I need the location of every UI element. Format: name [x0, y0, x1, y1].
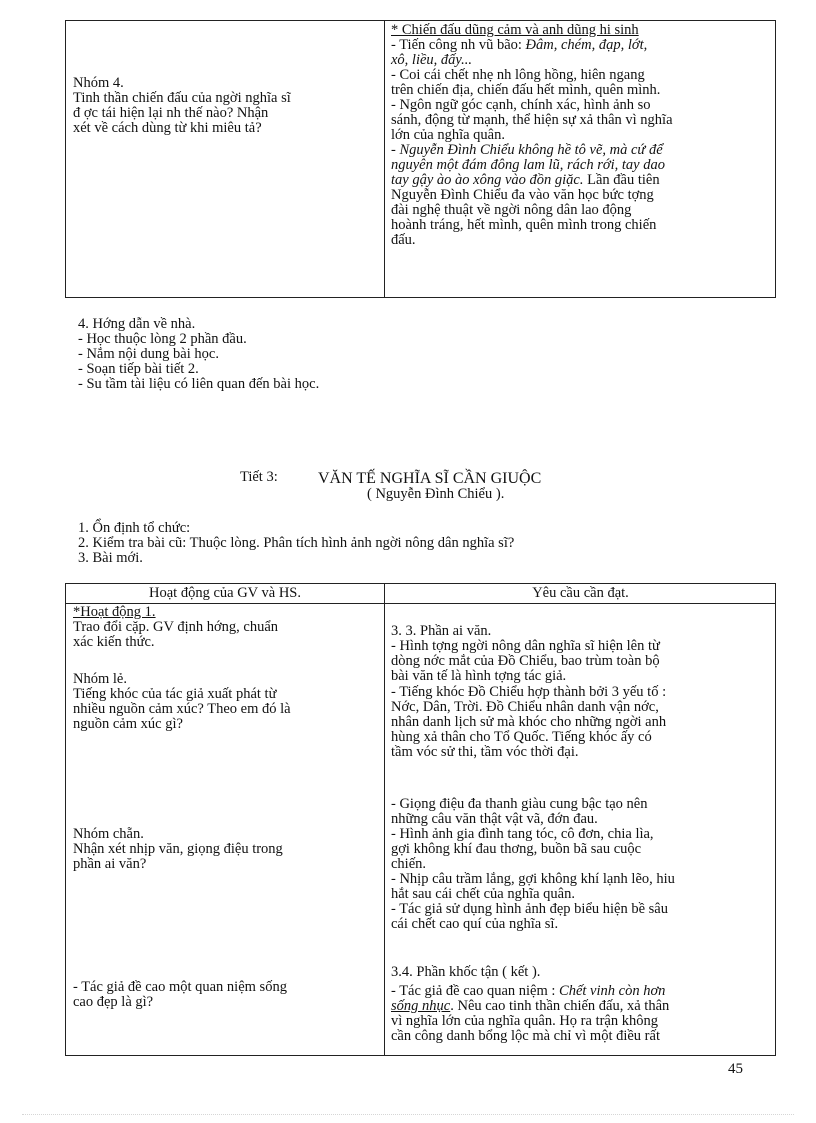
group-label: Nhóm 4. — [73, 75, 124, 91]
homework-item: - Su tầm tài liệu có liên quan đến bài học. — [78, 376, 320, 392]
homework-title: 4. Hớng dẫn về nhà. — [78, 316, 196, 332]
question-line: Nhận xét nhịp văn, giọng điệu trong — [73, 841, 283, 857]
main-left-cell — [73, 672, 378, 732]
answer-italic: - Nguyễn Đình Chiểu không hề tô vẽ, mà cứ để — [391, 142, 663, 158]
header-requirements: Yêu cầu cần đạt. — [532, 585, 629, 601]
answer-text: - Tiến công nh vũ bão: — [391, 37, 526, 53]
main-left-cell — [73, 827, 378, 872]
answer-line: nhân danh lịch sử mà khóc cho những ngời anh — [391, 714, 667, 730]
question-line: nhiều nguồn cảm xúc? Theo em đó là — [73, 701, 291, 717]
answer-line: cần công danh bổng lộc mà chỉ vì một điều rất — [391, 1028, 660, 1044]
top-table-left-cell — [73, 76, 378, 136]
answer-line — [391, 38, 771, 53]
answer-line: - Tác giả sử dụng hình ảnh đẹp biểu hiện bề sâu — [391, 901, 668, 917]
question-line: phần ai văn? — [73, 856, 147, 872]
answer-italic: Đâm, chém, đạp, lớt, — [525, 37, 648, 53]
main-right-cell — [391, 965, 771, 1044]
step-item: 3. Bài mới. — [78, 550, 143, 566]
answer-line: sánh, động từ mạnh, thể hiện sự xả thân vì nghĩa — [391, 112, 673, 128]
question-line: xét về cách dùng từ khi miêu tả? — [73, 120, 262, 136]
answer-line — [391, 999, 771, 1014]
answer-line: vì nghĩa lớn của nghĩa quân. Họ ra trận không — [391, 1013, 658, 1029]
answer-text: Lần đầu tiên — [583, 172, 660, 188]
answer-italic: Chết vinh còn hơn — [559, 983, 666, 999]
section-title: 3. 3. Phần ai văn. — [391, 623, 492, 639]
group-label: Nhóm chẵn. — [73, 826, 144, 842]
header-activities: Hoạt động của GV và HS. — [149, 585, 301, 601]
answer-line: trên chiến địa, chiến đấu hết mình, quên mình. — [391, 82, 661, 98]
lesson-period: Tiết 3: — [240, 469, 278, 485]
answer-line: cái chết cao quí của nghĩa sĩ. — [391, 916, 559, 932]
answer-line: Nớc, Dân, Trời. Đồ Chiểu nhân danh vận nớc, — [391, 699, 659, 715]
answer-italic: tay gậy ào ào xông vào đồn giặc. — [391, 172, 584, 188]
answer-line: Nguyễn Đình Chiểu đa vào văn học bức tợng — [391, 187, 654, 203]
top-table — [65, 20, 776, 298]
question-line: cao đẹp là gì? — [73, 994, 154, 1010]
answer-line: - Nhịp câu trầm lắng, gợi không khí lạnh lẽo, hiu — [391, 871, 675, 887]
intro-line: Trao đổi cặp. GV định hớng, chuẩn — [73, 619, 279, 635]
group-label: Nhóm lẻ. — [73, 671, 127, 687]
answer-italic: xô, liều, đấy... — [391, 52, 472, 68]
answer-line: - Hình ảnh gia đình tang tóc, cô đơn, chia lìa, — [391, 826, 654, 842]
answer-line: đài nghệ thuật về ngời nông dân lao động — [391, 202, 632, 218]
question-line: - Tác giả đề cao một quan niệm sống — [73, 979, 287, 995]
homework-item: - Học thuộc lòng 2 phần đầu. — [78, 331, 247, 347]
answer-line — [391, 173, 771, 188]
top-table-right-cell — [391, 23, 771, 248]
activity-label: *Hoạt động 1. — [73, 604, 156, 620]
footer-rule — [22, 1114, 794, 1115]
section-title: 3.4. Phần khốc tận ( kết ). — [391, 964, 541, 980]
question-line: nguồn cảm xúc gì? — [73, 716, 183, 732]
question-line: đ ợc tái hiện lại nh thế nào? Nhận — [73, 105, 269, 121]
answer-line: - Hình tợng ngời nông dân nghĩa sĩ hiện lên từ — [391, 638, 660, 654]
answer-italic: sống nhục — [391, 998, 451, 1014]
answer-line: chiến. — [391, 856, 427, 872]
step-item: 1. Ổn định tổ chức: — [78, 520, 191, 536]
column-divider — [384, 21, 385, 297]
answer-line: - Tiếng khóc Đồ Chiểu hợp thành bởi 3 yếu tố : — [391, 684, 667, 700]
answer-line: hoành tráng, hết mình, quên mình trong chiến — [391, 217, 657, 233]
page-number: 45 — [728, 1061, 743, 1077]
answer-line: gợi không khí đau thơng, buồn bã sau cuộc — [391, 841, 642, 857]
homework-section — [78, 317, 319, 392]
step-item: 2. Kiểm tra bài cũ: Thuộc lòng. Phân tích hình ảnh ngời nông dân nghĩa sĩ? — [78, 535, 515, 551]
question-line: Tiếng khóc của tác giả xuất phát từ — [73, 686, 277, 702]
main-right-cell — [391, 797, 771, 932]
answer-text: - Tác giả đề cao quan niệm : — [391, 983, 560, 999]
main-table — [65, 583, 776, 1056]
answer-line: bài văn tế là hình tợng tác giả. — [391, 668, 567, 684]
main-left-cell — [73, 605, 378, 650]
answer-line: hắt sau cái chết của nghĩa quân. — [391, 886, 575, 902]
header-divider — [66, 603, 775, 604]
homework-item: - Soạn tiếp bài tiết 2. — [78, 361, 199, 377]
section-heading: * Chiến đấu dũng cảm và anh dũng hi sinh — [391, 22, 639, 38]
answer-line: dòng nớc mắt của Đồ Chiểu, bao trùm toàn bộ — [391, 653, 660, 669]
lesson-author: ( Nguyễn Đình Chiểu ). — [367, 486, 505, 502]
answer-line: - Ngôn ngữ góc cạnh, chính xác, hình ảnh so — [391, 97, 651, 113]
intro-line: xác kiến thức. — [73, 634, 155, 650]
lesson-steps — [78, 521, 514, 566]
table-bottom-rule — [65, 1055, 776, 1056]
answer-line: đấu. — [391, 232, 416, 248]
answer-line: tầm vóc sử thi, tầm vóc thời đại. — [391, 744, 579, 760]
column-divider — [384, 584, 385, 1056]
answer-italic: nguyên một đám đông lam lũ, rách rới, tay dao — [391, 157, 665, 173]
main-right-cell — [391, 685, 771, 760]
answer-text: . Nêu cao tinh thần chiến đấu, xả thân — [450, 998, 670, 1014]
answer-line: - Giọng điệu đa thanh giàu cung bậc tạo nên — [391, 796, 648, 812]
lesson-title: VĂN TẾ NGHĨA SĨ CẦN GIUỘC — [318, 470, 542, 487]
answer-line: - Coi cái chết nhẹ nh lông hồng, hiên ngang — [391, 67, 645, 83]
answer-line — [391, 984, 771, 999]
homework-item: - Nắm nội dung bài học. — [78, 346, 219, 362]
answer-line: hùng xả thân cho Tổ Quốc. Tiếng khóc ấy có — [391, 729, 652, 745]
question-line: Tinh thần chiến đấu của ngời nghĩa sĩ — [73, 90, 291, 106]
main-left-cell — [73, 980, 378, 1010]
answer-line: những câu văn thật vật vã, đớn đau. — [391, 811, 598, 827]
answer-line: lớn của nghĩa quân. — [391, 127, 505, 143]
main-right-cell — [391, 624, 771, 684]
